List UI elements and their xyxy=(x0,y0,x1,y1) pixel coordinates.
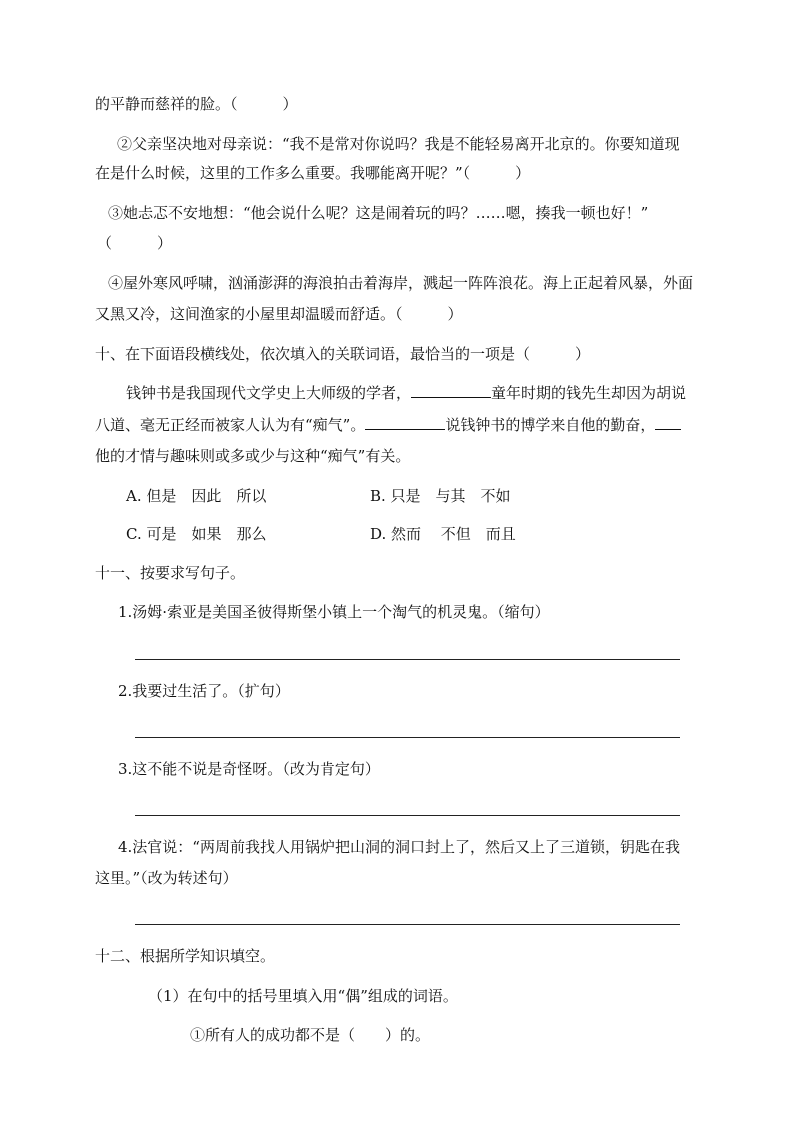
q11-answer-line-4[interactable] xyxy=(135,924,680,925)
q9-sentence3-line2: （ ） xyxy=(97,234,173,252)
q11-item3: 3.这不能不说是奇怪呀。（改为肯定句） xyxy=(118,760,380,778)
q10-option-c: C. 可是 如果 那么 xyxy=(126,525,267,543)
q12-item-1: ①所有人的成功都不是（ ）的。 xyxy=(190,1026,431,1044)
q11-item4-line2: 这里。”（改为转述句） xyxy=(95,869,238,887)
q11-title: 十一、按要求写句子。 xyxy=(95,564,246,582)
q10-passage-d: 说钱钟书的博学来自他的勤奋， xyxy=(445,416,656,434)
q9-sentence3-line1: ③她忐忑不安地想：“他会说什么呢？这是闹着玩的吗？……嗯，揍我一顿也好！” xyxy=(108,204,649,222)
q10-blank-1[interactable] xyxy=(411,383,491,398)
q12-subquestion-1: （1）在句中的括号里填入用“偶”组成的词语。 xyxy=(148,987,458,1005)
q10-passage-line3: 他的才情与趣味则或多或少与这种“痴气”有关。 xyxy=(95,447,411,465)
q11-item4-line1: 4.法官说：“两周前我找人用锅炉把山洞的洞口封上了，然后又上了三道锁，钥匙在我 xyxy=(118,838,680,856)
q9-sentence4-line1: ④屋外寒风呼啸，汹涌澎湃的海浪拍击着海岸，溅起一阵阵浪花。海上正起着风暴，外面 xyxy=(108,274,694,292)
q10-passage-line2 xyxy=(95,415,681,435)
q10-blank-2[interactable] xyxy=(365,415,445,430)
q10-passage-line1 xyxy=(126,383,686,403)
q9-sentence4-line2: 又黑又冷，这间渔家的小屋里却温暖而舒适。（ ） xyxy=(95,305,463,323)
q10-passage-c: 八道、毫无正经而被家人认为有“痴气”。 xyxy=(95,416,366,434)
q9-sentence2-line1: ②父亲坚决地对母亲说：“我不是常对你说吗？我是不能轻易离开北京的。你要知道现 xyxy=(117,135,680,153)
q9-sentence1-tail: 的平静而慈祥的脸。（ ） xyxy=(95,95,298,113)
q11-answer-line-1[interactable] xyxy=(135,659,680,660)
q10-option-a: A. 但是 因此 所以 xyxy=(126,487,267,505)
q10-passage-a: 钱钟书是我国现代文学史上大师级的学者， xyxy=(126,384,412,402)
q11-answer-line-3[interactable] xyxy=(135,815,680,816)
q11-answer-line-2[interactable] xyxy=(135,737,680,738)
q10-title: 十、在下面语段横线处，依次填入的关联词语，最恰当的一项是（ ） xyxy=(95,345,591,363)
q10-option-b: B. 只是 与其 不如 xyxy=(370,487,511,505)
q11-item2: 2.我要过生活了。（扩句） xyxy=(118,682,290,700)
q10-passage-b: 童年时期的钱先生却因为胡说 xyxy=(491,384,687,402)
q11-item1: 1.汤姆·索亚是美国圣彼得斯堡小镇上一个淘气的机灵鬼。（缩句） xyxy=(118,603,550,621)
q10-blank-3[interactable] xyxy=(655,415,681,430)
q12-title: 十二、根据所学知识填空。 xyxy=(95,947,276,965)
q10-option-d: D. 然而 不但 而且 xyxy=(370,525,516,543)
q9-sentence2-line2: 在是什么时候，这里的工作多么重要。我哪能离开呢？”（ ） xyxy=(95,164,531,182)
